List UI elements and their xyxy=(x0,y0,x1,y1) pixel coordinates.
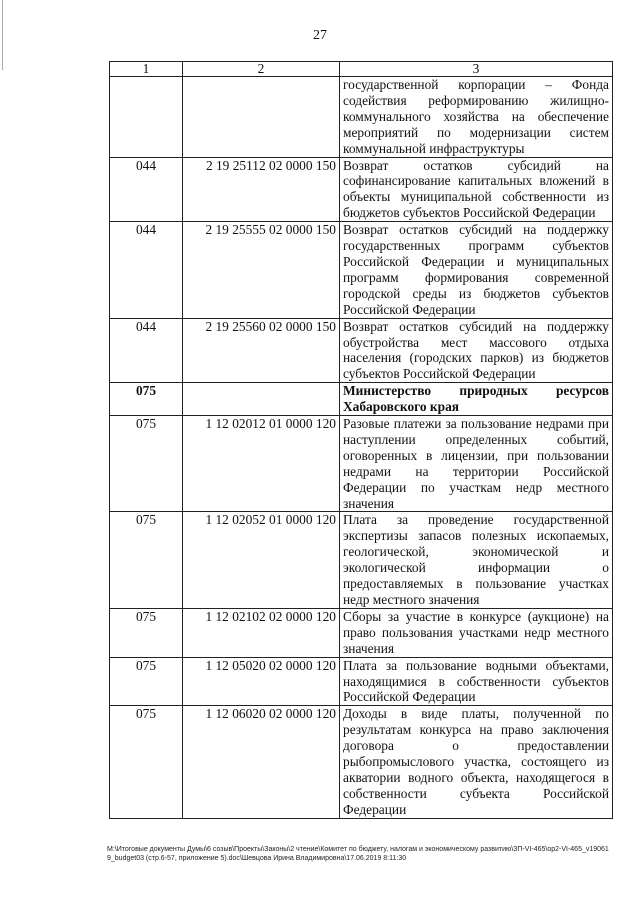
header-col-1: 1 xyxy=(110,62,183,77)
revenue-name-cell: Доходы в виде платы, полученной по результатам конкурса на право заключения договора о предоставлении рыбопромыслового участка, состоящего из акватории водного объекта, находящегося в собственности субъекта Российской Федерации xyxy=(340,706,613,818)
admin-code-cell: 075 xyxy=(110,383,183,416)
revenue-name-cell: Сборы за участие в конкурсе (аукционе) на право пользования участками недр местного значения xyxy=(340,608,613,657)
page-number: 27 xyxy=(313,28,327,43)
table-row xyxy=(110,416,613,512)
admin-code-cell: 075 xyxy=(110,657,183,706)
admin-code-cell: 044 xyxy=(110,222,183,318)
revenue-name-cell: Возврат остатков субсидий на поддержку обустройства мест массового отдыха населения (городских парков) из бюджетов субъектов Российской Федерации xyxy=(340,318,613,383)
revenue-code-cell: 1 12 06020 02 0000 120 xyxy=(183,706,340,818)
admin-code-cell xyxy=(110,77,183,158)
revenue-code-cell: 2 19 25560 02 0000 150 xyxy=(183,318,340,383)
revenue-code-cell xyxy=(183,383,340,416)
table-row xyxy=(110,318,613,383)
revenue-code-cell xyxy=(183,77,340,158)
admin-code-cell: 044 xyxy=(110,157,183,222)
admin-code-cell: 075 xyxy=(110,706,183,818)
revenue-code-cell: 2 19 25555 02 0000 150 xyxy=(183,222,340,318)
table-row-ministry-heading xyxy=(110,383,613,416)
revenue-name-cell: Возврат остатков субсидий на софинансирование капитальных вложений в объекты муниципальной собственности из бюджетов субъектов Российской Федерации xyxy=(340,157,613,222)
table-row xyxy=(110,706,613,818)
revenue-code-cell: 1 12 05020 02 0000 120 xyxy=(183,657,340,706)
revenue-name-cell: Разовые платежи за пользование недрами при наступлении определенных событий, оговоренных в лицензии, при пользовании недрами на территории Российской Федерации по участкам недр местного значения xyxy=(340,416,613,512)
revenue-name-cell: Плата за проведение государственной экспертизы запасов полезных ископаемых, геологической, экономической и экологической информации о предоставляемых в пользование участках недр местного значения xyxy=(340,512,613,608)
table-header-row xyxy=(110,62,613,77)
revenue-name-cell: Плата за пользование водными объектами, находящимися в собственности субъектов Российской Федерации xyxy=(340,657,613,706)
table-row xyxy=(110,608,613,657)
revenue-code-cell: 2 19 25112 02 0000 150 xyxy=(183,157,340,222)
header-col-3: 3 xyxy=(340,62,613,77)
table-row xyxy=(110,77,613,158)
revenue-code-cell: 1 12 02102 02 0000 120 xyxy=(183,608,340,657)
revenue-code-cell: 1 12 02052 01 0000 120 xyxy=(183,512,340,608)
admin-code-cell: 075 xyxy=(110,512,183,608)
file-path-footer: M:\Итоговые документы Думы\6 созыв\Проекты\Законы\2 чтение\Комитет по бюджету, налогам и экономическому развитию\ЗП-VI-465\ор2-VI-465_v190619_budget03 (стр.6-57, приложение 5).doc\Шевцова Ирина Владимировна\17.06.2019 8:11:30 xyxy=(107,846,609,862)
revenue-name-cell: государственной корпорации – Фонда содействия реформированию жилищно-коммунального хозяйства на обеспечение мероприятий по модернизации систем коммунальной инфраструктуры xyxy=(340,77,613,158)
revenue-name-cell: Возврат остатков субсидий на поддержку государственных программ субъектов Российской Федерации и муниципальных программ формирования современной городской среды из бюджетов субъектов Российской Федерации xyxy=(340,222,613,318)
revenue-code-cell: 1 12 02012 01 0000 120 xyxy=(183,416,340,512)
admin-code-cell: 044 xyxy=(110,318,183,383)
header-col-2: 2 xyxy=(183,62,340,77)
table-row xyxy=(110,222,613,318)
revenue-codes-table xyxy=(109,61,613,819)
table-row xyxy=(110,157,613,222)
admin-code-cell: 075 xyxy=(110,608,183,657)
admin-code-cell: 075 xyxy=(110,416,183,512)
table-row xyxy=(110,657,613,706)
table-row xyxy=(110,512,613,608)
ministry-name-cell: Министерство природных ресурсов Хабаровского края xyxy=(340,383,613,416)
